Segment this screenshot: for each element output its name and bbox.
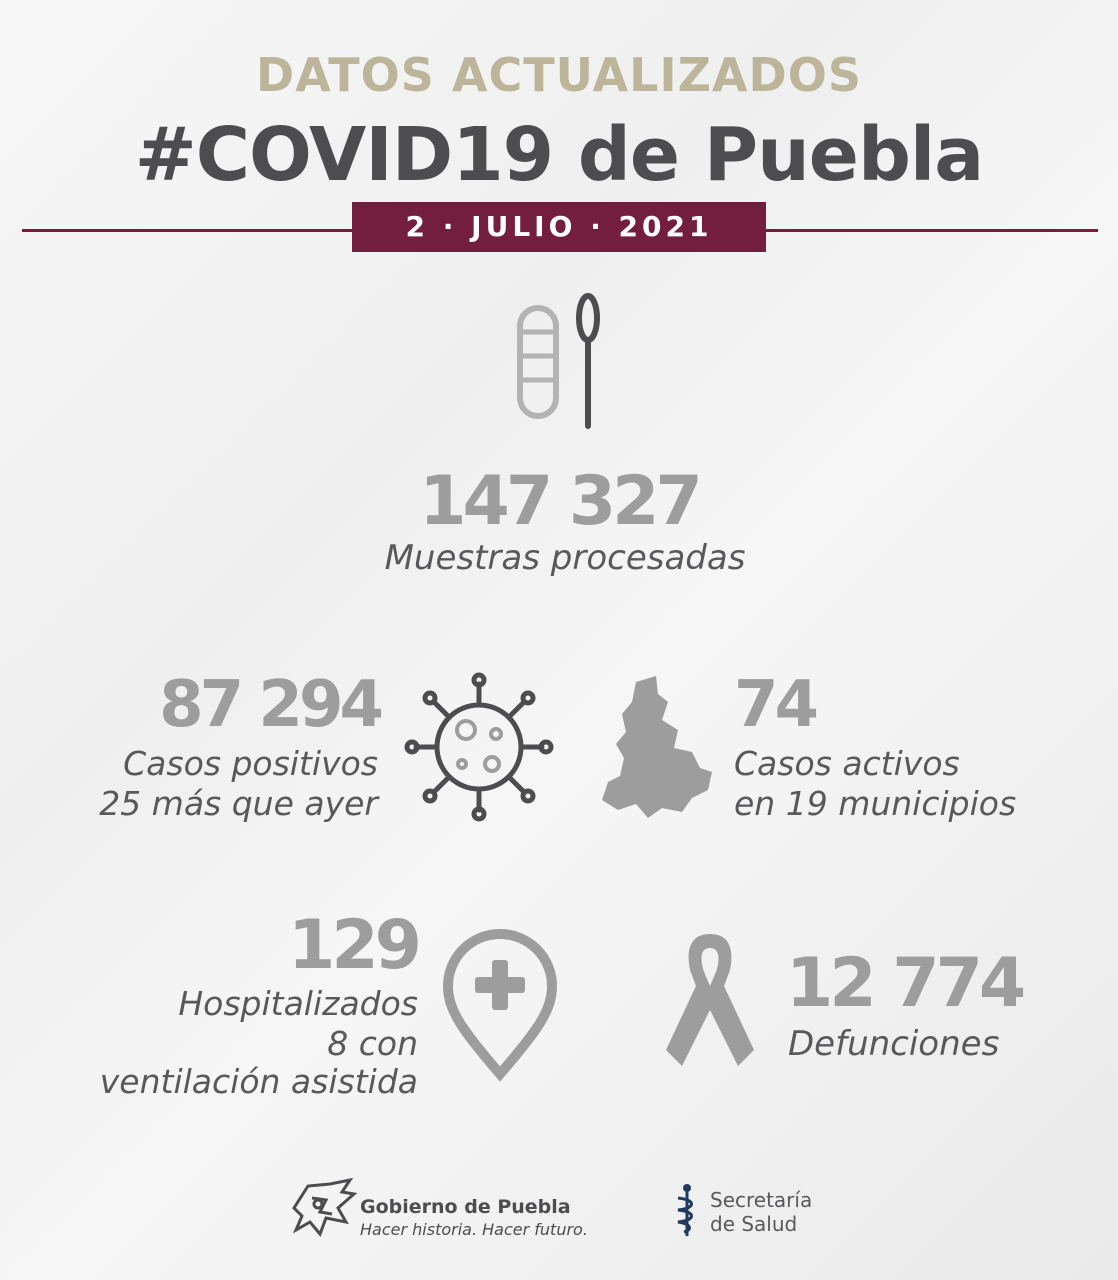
secretaria-line-1: Secretaría xyxy=(710,1188,813,1212)
samples-value: 147 327 xyxy=(419,462,699,541)
deaths-value: 12 774 xyxy=(786,944,1023,1023)
hospitalized-sublabel-1: 8 con xyxy=(327,1024,418,1063)
positive-value: 87 294 xyxy=(159,668,380,742)
date-badge: 2 · JULIO · 2021 xyxy=(352,202,766,252)
page-title: #COVID19 de Puebla xyxy=(134,112,984,198)
samples-label: Muestras procesadas xyxy=(384,538,746,578)
hospital-pin-icon xyxy=(442,930,558,1080)
active-value: 74 xyxy=(734,668,816,742)
gobierno-puebla-logo xyxy=(290,1178,356,1236)
virus-icon xyxy=(404,672,554,822)
hospitalized-label: Hospitalizados xyxy=(178,984,418,1023)
caduceus-icon xyxy=(674,1182,700,1238)
header-kicker: DATOS ACTUALIZADOS xyxy=(256,48,862,102)
active-sublabel: en 19 municipios xyxy=(734,784,1017,823)
deaths-label: Defunciones xyxy=(788,1024,1000,1064)
puebla-map-icon xyxy=(596,672,716,822)
active-label: Casos activos xyxy=(734,744,960,783)
gobierno-name: Gobierno de Puebla xyxy=(360,1196,571,1218)
positive-sublabel: 25 más que ayer xyxy=(99,784,378,823)
hospitalized-value: 129 xyxy=(288,906,418,985)
hospitalized-sublabel-2: ventilación asistida xyxy=(99,1062,418,1101)
test-tube-swab-icon xyxy=(510,290,610,430)
positive-label: Casos positivos xyxy=(123,744,378,783)
secretaria-line-2: de Salud xyxy=(710,1212,798,1236)
gobierno-slogan: Hacer historia. Hacer futuro. xyxy=(360,1220,588,1239)
ribbon-icon xyxy=(660,926,760,1076)
